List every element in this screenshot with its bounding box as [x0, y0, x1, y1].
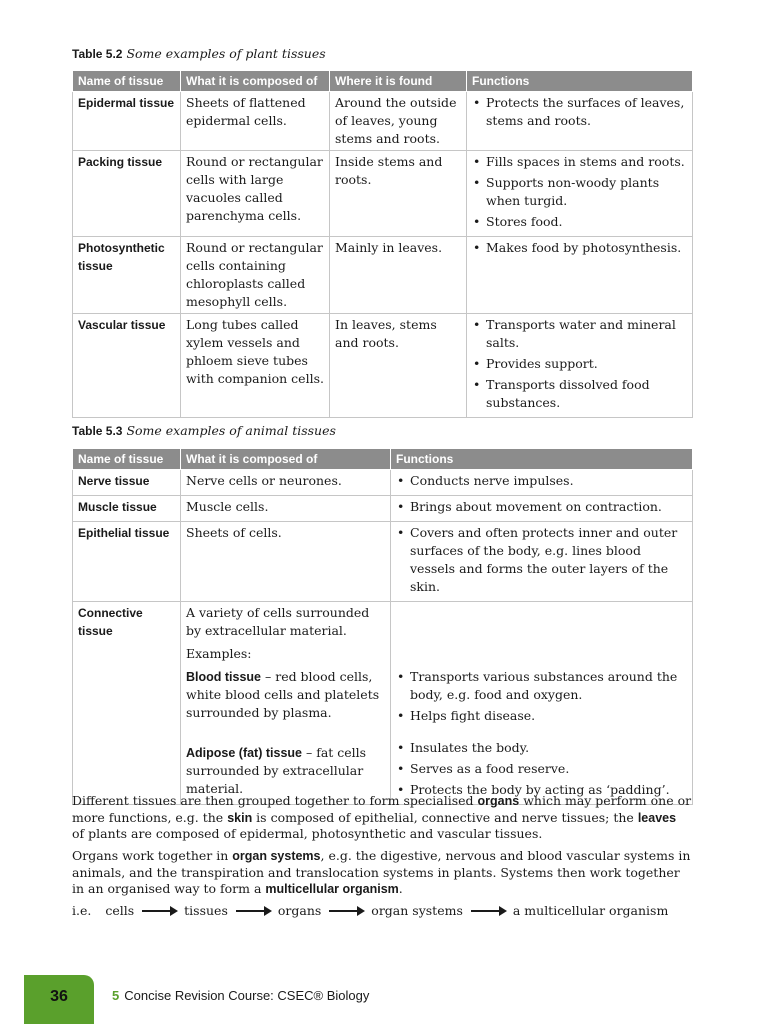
function-item: • Helps fight disease. — [410, 707, 687, 725]
tissue-functions — [391, 496, 693, 522]
function-item: • Fills spaces in stems and roots. — [486, 153, 687, 171]
flow-prefix: i.e. — [72, 903, 92, 918]
function-item: • Stores food. — [486, 213, 687, 231]
tissue-name: Photosynthetic tissue — [73, 237, 181, 314]
tissue-location: In leaves, stems and roots. — [330, 314, 467, 418]
table-row — [73, 522, 693, 602]
function-item: • Makes food by photosynthesis. — [486, 239, 687, 257]
tissue-functions — [391, 470, 693, 496]
tissue-location: Around the outside of leaves, young stems and roots. — [330, 92, 467, 151]
table-row — [73, 470, 693, 496]
tissue-name: Vascular tissue — [73, 314, 181, 418]
organisation-flow — [72, 903, 668, 918]
table-row — [73, 237, 693, 314]
chapter-number: 5 — [112, 988, 120, 1003]
arrow-right-icon — [471, 910, 505, 912]
text-run: of plants are composed of epidermal, photosynthetic and vascular tissues. — [72, 826, 543, 841]
plant-tissues-table — [72, 70, 693, 418]
animal-table-title: Some examples of animal tissues — [126, 423, 336, 438]
function-item: • Provides support. — [486, 355, 687, 373]
flow-step: organs — [277, 903, 322, 918]
function-item: • Conducts nerve impulses. — [410, 472, 687, 490]
tissue-name: Packing tissue — [73, 151, 181, 237]
organ-systems-paragraph — [72, 848, 692, 898]
tissue-composition: Nerve cells or neurones. — [181, 470, 391, 496]
tissue-functions — [467, 314, 693, 418]
arrow-right-icon — [142, 910, 176, 912]
column-header: Name of tissue — [73, 71, 181, 92]
function-item: • Protects the body by acting as ‘padding’. — [410, 781, 687, 799]
function-item: • Supports non-woody plants when turgid. — [486, 174, 687, 210]
function-item: • Serves as a food reserve. — [410, 760, 687, 778]
arrow-right-icon — [329, 910, 363, 912]
text-run: is composed of epithelial, connective and nerve tissues; the — [252, 809, 638, 825]
function-item: • Transports dissolved food substances. — [486, 376, 687, 412]
column-header: What it is composed of — [181, 449, 391, 470]
animal-table-caption — [72, 423, 336, 438]
arrow-right-icon — [236, 910, 270, 912]
footer — [112, 988, 369, 1003]
tissue-composition: Long tubes called xylem vessels and phloem sieve tubes with companion cells. — [181, 314, 330, 418]
adipose-tissue-description — [186, 744, 385, 798]
table-header-row — [73, 449, 693, 470]
text-run: . — [398, 881, 403, 896]
column-header: Where it is found — [330, 71, 467, 92]
bold-term: skin — [227, 810, 253, 825]
tissue-composition — [181, 602, 391, 805]
bold-term: organs — [477, 794, 520, 808]
examples-label: Examples: — [186, 646, 252, 661]
organs-paragraph — [72, 793, 692, 843]
flow-step: a multicellular organism — [512, 903, 669, 918]
text-run: Organs work together in — [72, 848, 233, 863]
text-run: Different tissues are then grouped together to form specialised — [72, 793, 478, 808]
tissue-name: Connective tissue — [73, 602, 181, 805]
tissue-functions — [467, 92, 693, 151]
tissue-name: Nerve tissue — [73, 470, 181, 496]
plant-table-caption — [72, 46, 326, 61]
function-item: • Transports water and mineral salts. — [486, 316, 687, 352]
tissue-functions — [391, 522, 693, 602]
tissue-name: Muscle tissue — [73, 496, 181, 522]
flow-step: tissues — [184, 903, 228, 918]
function-item: • Brings about movement on contraction. — [410, 498, 687, 516]
plant-table-label: Table 5.2 — [72, 47, 123, 61]
tissue-functions — [467, 237, 693, 314]
tissue-composition: Muscle cells. — [181, 496, 391, 522]
connective-intro: A variety of cells surrounded by extracellular material. — [186, 605, 370, 638]
plant-table-title: Some examples of plant tissues — [126, 46, 326, 61]
text-run: which may perform one or more functions, e.g. the — [72, 793, 692, 825]
tissue-name: Epithelial tissue — [73, 522, 181, 602]
column-header: What it is composed of — [181, 71, 330, 92]
tissue-composition: Sheets of flattened epidermal cells. — [181, 92, 330, 151]
tissue-functions — [391, 602, 693, 805]
tissue-name: Epidermal tissue — [73, 92, 181, 151]
blood-tissue-text: – red blood cells, white blood cells and platelets surrounded by plasma. — [186, 669, 380, 720]
flow-step: cells — [105, 903, 135, 918]
adipose-tissue-term: Adipose (fat) tissue — [186, 746, 302, 760]
bold-term: multicellular organism — [265, 882, 399, 896]
column-header: Name of tissue — [73, 449, 181, 470]
function-item: • Insulates the body. — [410, 739, 687, 757]
blood-tissue-description — [186, 668, 385, 722]
bold-term: organ systems — [232, 849, 321, 863]
book-title: Concise Revision Course: CSEC® Biology — [124, 988, 370, 1003]
blood-tissue-term: Blood tissue — [186, 670, 262, 684]
tissue-composition: Round or rectangular cells containing chloroplasts called mesophyll cells. — [181, 237, 330, 314]
table-row — [73, 314, 693, 418]
function-item: • Protects the surfaces of leaves, stems and roots. — [486, 94, 687, 130]
adipose-tissue-text: – fat cells surrounded by extracellular material. — [186, 745, 367, 796]
animal-table-label: Table 5.3 — [72, 424, 123, 438]
table-row — [73, 602, 693, 805]
function-item: • Covers and often protects inner and outer surfaces of the body, e.g. lines blood vessels and forms the outer layers of the skin. — [410, 524, 687, 596]
table-row — [73, 496, 693, 522]
function-item: • Transports various substances around the body, e.g. food and oxygen. — [410, 668, 687, 704]
column-header: Functions — [391, 449, 693, 470]
text-run: , e.g. the digestive, nervous and blood vascular systems in animals, and the transpiration and translocation systems in plants. Systems then work together in an organised way to form a — [72, 848, 691, 896]
table-row — [73, 151, 693, 237]
animal-tissues-table — [72, 448, 693, 805]
bold-term: leaves — [637, 810, 677, 825]
tissue-composition: Round or rectangular cells with large vacuoles called parenchyma cells. — [181, 151, 330, 237]
page-number: 36 — [24, 975, 94, 1024]
tissue-location: Inside stems and roots. — [330, 151, 467, 237]
table-row — [73, 92, 693, 151]
tissue-functions — [467, 151, 693, 237]
flow-step: organ systems — [371, 903, 463, 918]
table-header-row — [73, 71, 693, 92]
column-header: Functions — [467, 71, 693, 92]
tissue-location: Mainly in leaves. — [330, 237, 467, 314]
tissue-composition: Sheets of cells. — [181, 522, 391, 602]
